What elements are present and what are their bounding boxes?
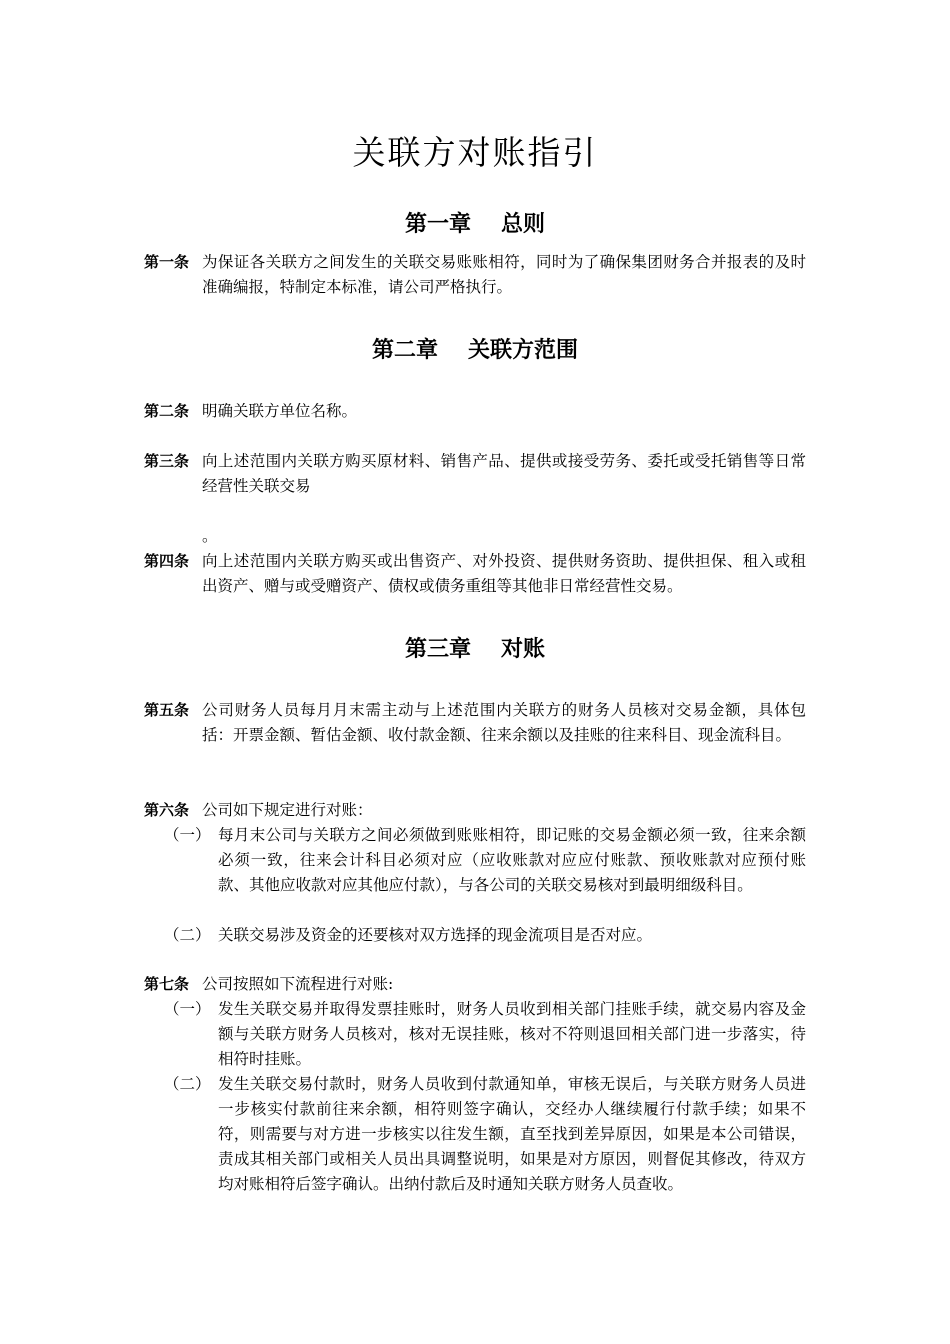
chapter-heading-2: [0, 336, 950, 366]
chapter-heading-1: [0, 210, 950, 240]
stray-punctuation: 。: [202, 527, 218, 545]
article-label: 第一条: [144, 253, 190, 271]
item-text: 关联交易涉及资金的还要核对双方选择的现金流项目是否对应。: [218, 926, 653, 944]
article-text: 向上述范围内关联方购买或出售资产、对外投资、提供财务资助、提供担保、租入或租出资产、赠与或受赠资产、债权或债务重组等其他非日常经营性交易。: [202, 552, 806, 595]
article-text: 明确关联方单位名称。: [202, 402, 358, 420]
article-label: 第六条: [144, 801, 190, 819]
list-item: [164, 923, 806, 948]
article-text: 公司如下规定进行对账：: [202, 801, 373, 819]
item-text: 每月末公司与关联方之间必须做到账账相符，即记账的交易金额必须一致，往来余额必须一致，往来会计科目必须对应（应收账款对应应付账款、预收账款对应预付账款、其他应收款对应其他应付款），与各公司的关联交易核对到最明细级科目。: [218, 826, 806, 894]
article-1: [144, 250, 806, 300]
chapter-name: 总则: [501, 212, 546, 237]
article-4: [144, 549, 806, 599]
article-6: [144, 798, 806, 823]
article-2: [144, 399, 806, 424]
list-item: [164, 823, 806, 898]
chapter-number: 第一章: [404, 212, 471, 237]
item-number: （一）: [164, 1000, 211, 1018]
article-text: 为保证各关联方之间发生的关联交易账账相符，同时为了确保集团财务合并报表的及时准确编报，特制定本标准，请公司严格执行。: [202, 253, 806, 296]
item-text: 发生关联交易付款时，财务人员收到付款通知单，审核无误后，与关联方财务人员进一步核实付款前往来余额，相符则签字确认，交经办人继续履行付款手续；如果不符，则需要与对方进一步核实以往发生额，直至找到差异原因，如果是本公司错误，责成其相关部门或相关人员出具调整说明，如果是对方原因，则督促其修改，待双方均对账相符后签字确认。出纳付款后及时通知关联方财务人员查收。: [218, 1075, 806, 1193]
chapter-name: 对账: [501, 637, 546, 662]
article-label: 第七条: [144, 975, 190, 993]
article-text: 公司按照如下流程进行对账:: [202, 975, 394, 993]
article-label: 第三条: [144, 452, 190, 470]
article-7: [144, 972, 806, 997]
article-label: 第二条: [144, 402, 190, 420]
chapter-name: 关联方范围: [468, 338, 579, 363]
item-text: 发生关联交易并取得发票挂账时，财务人员收到相关部门挂账手续，就交易内容及金额与关联方财务人员核对，核对无误挂账，核对不符则退回相关部门进一步落实，待相符时挂账。: [218, 1000, 806, 1068]
article-3: [144, 449, 806, 499]
article-label: 第四条: [144, 552, 190, 570]
list-item: [164, 997, 806, 1072]
article-text: 公司财务人员每月月末需主动与上述范围内关联方的财务人员核对交易金额，具体包括：开票金额、暂估金额、收付款金额、往来余额以及挂账的往来科目、现金流科目。: [202, 701, 806, 744]
article-text: 向上述范围内关联方购买原材料、销售产品、提供或接受劳务、委托或受托销售等日常经营性关联交易: [202, 452, 806, 495]
item-number: （二）: [164, 926, 211, 944]
list-item: [164, 1072, 806, 1197]
chapter-number: 第二章: [371, 338, 438, 363]
item-number: （一）: [164, 826, 211, 844]
chapter-heading-3: [0, 635, 950, 665]
document-title: 关联方对账指引: [352, 133, 598, 172]
chapter-number: 第三章: [404, 637, 471, 662]
article-5: [144, 698, 806, 748]
item-number: （二）: [164, 1075, 211, 1093]
article-label: 第五条: [144, 701, 190, 719]
